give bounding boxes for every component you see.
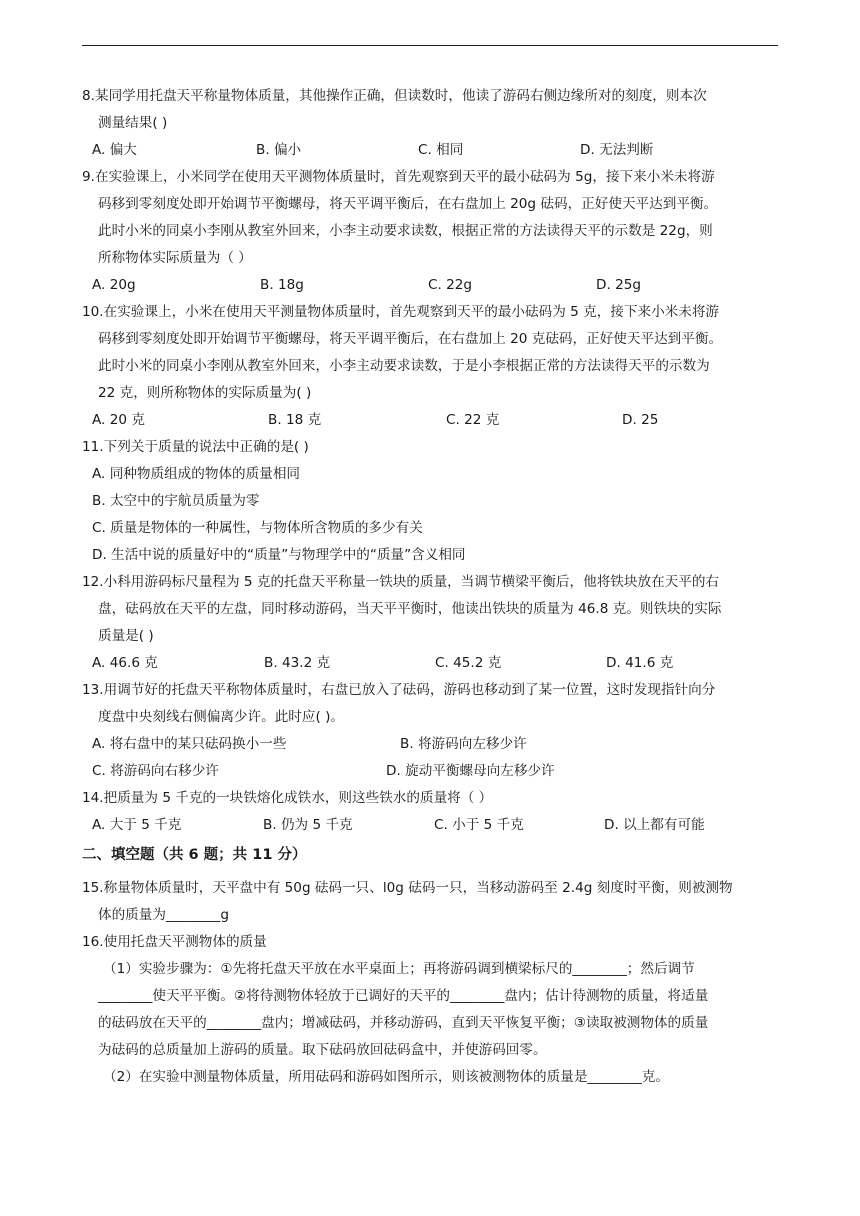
- q11-option-b: B. 太空中的宇航员质量为零: [92, 493, 260, 509]
- q9-option-d: D. 25g: [596, 277, 642, 293]
- question-12-text-cont: 质量是( ): [98, 628, 154, 644]
- question-15-text: 15.称量物体质量时，天平盘中有 50g 砝码一只、l0g 砝码一只，当移动游码至 2.4g 刻度时平衡，则被测物: [82, 880, 733, 896]
- q12-option-c: C. 45.2 克: [435, 655, 502, 671]
- question-16-part1-cont: 的砝码放在天平的________盘内；增减砝码，并移动游码，直到天平恢复平衡；③读取被测物体的质量: [98, 1015, 709, 1031]
- question-11-text: 11.下列关于质量的说法中正确的是( ): [82, 439, 309, 455]
- question-9-text-cont: 此时小米的同桌小李刚从教室外回来，小李主动要求读数，根据正常的方法读得天平的示数是 22g，则: [98, 223, 713, 239]
- question-10-text-cont: 此时小米的同桌小李刚从教室外回来，小李主动要求读数，于是小李根据正常的方法读得天平的示数为: [98, 358, 710, 374]
- header-rule: [82, 45, 778, 46]
- question-9-text-cont: 码移到零刻度处即开始调节平衡螺母，将天平调平衡后，在右盘加上 20g 砝码，正好使天平达到平衡。: [98, 196, 718, 212]
- q12-option-a: A. 46.6 克: [92, 655, 158, 671]
- q8-option-b: B. 偏小: [256, 142, 302, 158]
- q13-option-c: C. 将游码向右移少许: [92, 763, 219, 779]
- q12-option-d: D. 41.6 克: [606, 655, 674, 671]
- q10-option-b: B. 18 克: [268, 412, 322, 428]
- q14-option-c: C. 小于 5 千克: [434, 817, 524, 833]
- question-10-text-cont: 码移到零刻度处即开始调节平衡螺母，将天平调平衡后，在右盘加上 20 克砝码，正好使天平达到平衡。: [98, 331, 723, 347]
- question-14-text: 14.把质量为 5 千克的一块铁熔化成铁水，则这些铁水的质量将（ ）: [82, 790, 493, 806]
- question-16-part1-cont: ________使天平平衡。②将待测物体轻放于已调好的天平的________盘内；估计待测物的质量，将适量: [98, 988, 709, 1004]
- q14-option-d: D. 以上都有可能: [604, 817, 705, 833]
- question-16-part2: （2）在实验中测量物体质量，所用砝码和游码如图所示，则该被测物体的质量是________克。: [103, 1069, 669, 1085]
- q9-option-c: C. 22g: [428, 277, 473, 293]
- q13-option-a: A. 将右盘中的某只砝码换小一些: [92, 736, 287, 752]
- q9-option-b: B. 18g: [260, 277, 304, 293]
- q8-option-c: C. 相同: [418, 142, 464, 158]
- question-8-text: 8.某同学用托盘天平称量物体质量，其他操作正确，但读数时，他读了游码右侧边缘所对的刻度，则本次: [82, 88, 707, 104]
- question-12-text: 12.小科用游码标尺量程为 5 克的托盘天平称量一铁块的质量，当调节横梁平衡后，他将铁块放在天平的右: [82, 574, 720, 590]
- q10-option-d: D. 25: [622, 412, 659, 428]
- q11-option-d: D. 生活中说的质量好中的“质量”与物理学中的“质量”含义相同: [92, 547, 466, 563]
- q14-option-a: A. 大于 5 千克: [92, 817, 182, 833]
- question-8-text-cont: 测量结果( ): [98, 115, 168, 131]
- q8-option-d: D. 无法判断: [580, 142, 654, 158]
- q8-option-a: A. 偏大: [92, 142, 137, 158]
- section-heading: 二、填空题（共 6 题；共 11 分）: [82, 847, 307, 863]
- question-16-part1-cont: 为砝码的总质量加上游码的质量。取下砝码放回砝码盒中，并使游码回零。: [98, 1042, 547, 1058]
- q10-option-a: A. 20 克: [92, 412, 145, 428]
- question-10-text: 10.在实验课上，小米在使用天平测量物体质量时，首先观察到天平的最小砝码为 5 克，接下来小米未将游: [82, 304, 720, 320]
- question-12-text-cont: 盘，砝码放在天平的左盘，同时移动游码，当天平平衡时，他读出铁块的质量为 46.8 克。则铁块的实际: [98, 601, 722, 617]
- q13-option-b: B. 将游码向左移少许: [400, 736, 527, 752]
- question-16-text: 16.使用托盘天平测物体的质量: [82, 934, 267, 950]
- question-15-text-cont: 体的质量为________g: [98, 907, 229, 923]
- q11-option-a: A. 同种物质组成的物体的质量相同: [92, 466, 301, 482]
- q13-option-d: D. 旋动平衡螺母向左移少许: [386, 763, 555, 779]
- q12-option-b: B. 43.2 克: [264, 655, 331, 671]
- q10-option-c: C. 22 克: [446, 412, 500, 428]
- question-16-part1: （1）实验步骤为：①先将托盘天平放在水平桌面上；再将游码调到横梁标尺的________；然后调节: [103, 961, 695, 977]
- question-9-text: 9.在实验课上，小米同学在使用天平测物体质量时，首先观察到天平的最小砝码为 5g，接下来小米未将游: [82, 169, 715, 185]
- q11-option-c: C. 质量是物体的一种属性，与物体所含物质的多少有关: [92, 520, 423, 536]
- question-13-text-cont: 度盘中央刻线右侧偏离少许。此时应( )。: [98, 709, 345, 725]
- q14-option-b: B. 仍为 5 千克: [263, 817, 353, 833]
- question-13-text: 13.用调节好的托盘天平称物体质量时，右盘已放入了砝码，游码也移动到了某一位置，这时发现指针向分: [82, 682, 716, 698]
- question-9-text-cont: 所称物体实际质量为（ ）: [98, 250, 252, 266]
- q9-option-a: A. 20g: [92, 277, 136, 293]
- question-10-text-cont: 22 克，则所称物体的实际质量为( ): [98, 385, 312, 401]
